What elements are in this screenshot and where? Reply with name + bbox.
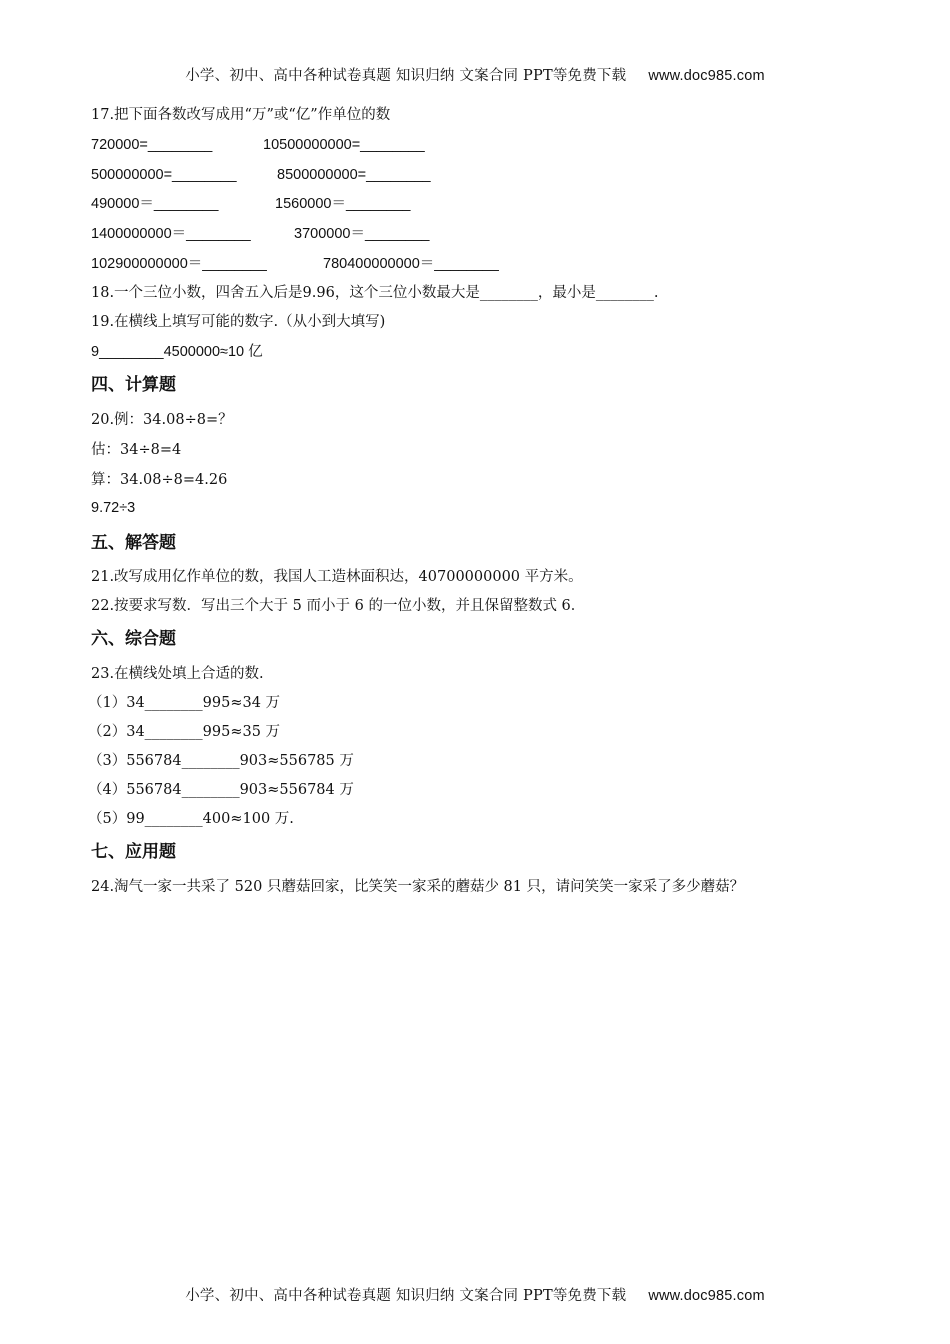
q17-row-2a: 500000000=________ bbox=[91, 167, 237, 183]
q17-row-1a: 720000=________ bbox=[91, 137, 213, 153]
q17-row-3a: 490000＝________ bbox=[91, 196, 219, 212]
q19-title: 19.在横线上填写可能的数字.（从小到大填写) bbox=[91, 314, 386, 330]
q23-item-1: （1）34________995≈34 万 bbox=[88, 695, 281, 711]
q23-item-3: （3）556784________903≈556785 万 bbox=[88, 753, 354, 769]
q17-row-4a: 1400000000＝________ bbox=[91, 226, 251, 242]
header-text: 小学、初中、高中各种试卷真题 知识归纳 文案合同 PPT等免费下载 bbox=[185, 68, 627, 84]
q24-text: 24.淘气一家一共采了 520 只蘑菇回家，比笑笑一家采的蘑菇少 81 只，请问笑笑一家采了多少蘑菇？ bbox=[91, 879, 745, 895]
q20-title: 20.例：34.08÷8=？ bbox=[91, 412, 233, 428]
header-url: www.doc985.com bbox=[648, 68, 765, 84]
q17-row-4b: 3700000＝________ bbox=[294, 226, 430, 242]
footer-text: 小学、初中、高中各种试卷真题 知识归纳 文案合同 PPT等免费下载 bbox=[185, 1288, 627, 1304]
section-4-heading: 四、计算题 bbox=[91, 375, 176, 395]
q17-row-5b: 780400000000＝________ bbox=[323, 256, 499, 272]
q17-row-2b: 8500000000=________ bbox=[277, 167, 431, 183]
q20-task: 9.72÷3 bbox=[91, 500, 136, 516]
q17-row-1b: 10500000000=________ bbox=[263, 137, 425, 153]
q17-title: 17.把下面各数改写成用“万”或“亿”作单位的数 bbox=[91, 107, 391, 123]
page-footer bbox=[0, 1284, 950, 1305]
q23-item-2: （2）34________995≈35 万 bbox=[88, 724, 281, 740]
q22-text: 22.按要求写数．写出三个大于 5 而小于 6 的一位小数，并且保留整数式 6． bbox=[91, 598, 586, 614]
footer-url: www.doc985.com bbox=[648, 1288, 765, 1304]
q17-row-5a: 102900000000＝________ bbox=[91, 256, 267, 272]
q23-title: 23.在横线处填上合适的数. bbox=[91, 666, 264, 682]
section-5-heading: 五、解答题 bbox=[91, 533, 176, 553]
section-7-heading: 七、应用题 bbox=[91, 842, 176, 862]
q17-row-3b: 1560000＝________ bbox=[275, 196, 411, 212]
section-6-heading: 六、综合题 bbox=[91, 629, 176, 649]
q20-estimate: 估：34÷8=4 bbox=[91, 442, 182, 458]
q20-calc: 算：34.08÷8=4.26 bbox=[91, 472, 228, 488]
q23-item-4: （4）556784________903≈556784 万 bbox=[88, 782, 354, 798]
q19-line: 9________4500000≈10 亿 bbox=[91, 344, 263, 360]
q23-item-5: （5）99________400≈100 万. bbox=[88, 811, 294, 827]
page-header bbox=[0, 64, 950, 85]
q21-text: 21.改写成用亿作单位的数，我国人工造林面积达，40700000000 平方米。 bbox=[91, 569, 583, 585]
q18-text: 18.一个三位小数，四舍五入后是9.96，这个三位小数最大是________，最小是________. bbox=[91, 285, 659, 301]
